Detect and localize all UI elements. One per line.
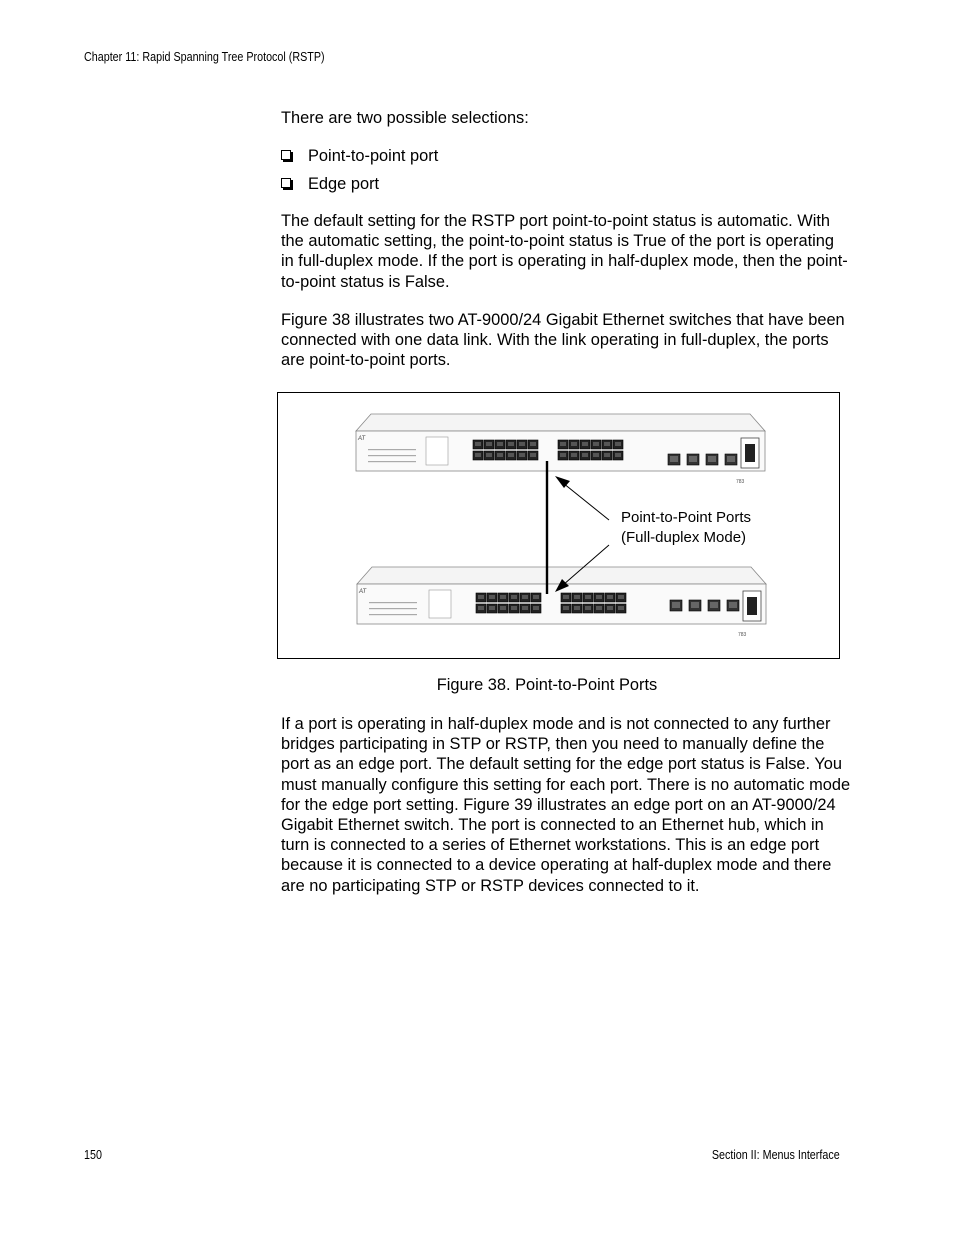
top-switch-code: 783 <box>736 479 745 485</box>
bullet-box-icon <box>281 150 291 160</box>
paragraph-text: If a port is operating in half-duplex mode and is not connected to any further bridges participating in STP or RSTP, then you need to manually define the port as an edge port. The default setting for the edge port status is False. You must manually configure this setting for each port. There is no automatic mode for the edge port setting. Figure 39 illustrates an edge port on an AT-9000/24 Gigabit Ethernet switch. The port is connected to an Ethernet hub, which in turn is connected to a series of Ethernet workstations. This is an edge port because it is connected to a device operating at half-duplex mode and there are no participating STP or RSTP devices connected to it. <box>281 715 851 895</box>
callout-label <box>621 508 751 548</box>
intro-text <box>281 108 851 128</box>
running-header: Chapter 11: Rapid Spanning Tree Protocol (RSTP) <box>84 50 325 64</box>
paragraph-text: The default setting for the RSTP port point-to-point status is automatic. With the automatic setting, the point-to-point status is True of the port is operating in full-duplex mode. If the port is operating in half-duplex mode, then the point-to-point status is False. <box>281 212 848 291</box>
callout-label-line2: (Full-duplex Mode) <box>621 529 747 546</box>
arrow-to-top-port <box>563 483 609 520</box>
paragraph-edge-port <box>281 714 851 896</box>
paragraph-figure-intro <box>281 310 851 371</box>
figure-38-diagram <box>278 393 839 658</box>
intro-sentence: There are two possible selections: <box>281 109 529 127</box>
bullet-box-icon <box>281 178 291 188</box>
bullet-item-edge <box>281 174 379 194</box>
page-number: 150 <box>84 1148 102 1162</box>
bottom-switch-code: 783 <box>738 632 747 638</box>
running-footer-section: Section II: Menus Interface <box>712 1148 840 1162</box>
bottom-switch <box>357 567 766 638</box>
callout-label-line1: Point-to-Point Ports <box>621 509 752 526</box>
figure-caption: Figure 38. Point-to-Point Ports <box>436 676 658 694</box>
paragraph-default-setting <box>281 211 851 292</box>
figure-38-frame <box>277 392 840 659</box>
bullet-label: Point-to-point port <box>308 147 439 165</box>
top-switch <box>356 414 765 485</box>
paragraph-text: Figure 38 illustrates two AT-9000/24 Gigabit Ethernet switches that have been connected with one data link. With the link operating in full-duplex, the ports are point-to-point ports. <box>281 311 845 370</box>
svg-text:AT: AT <box>359 589 367 595</box>
bullet-item-point-to-point <box>281 146 438 166</box>
svg-text:AT: AT <box>358 436 366 442</box>
bullet-label: Edge port <box>308 175 380 193</box>
